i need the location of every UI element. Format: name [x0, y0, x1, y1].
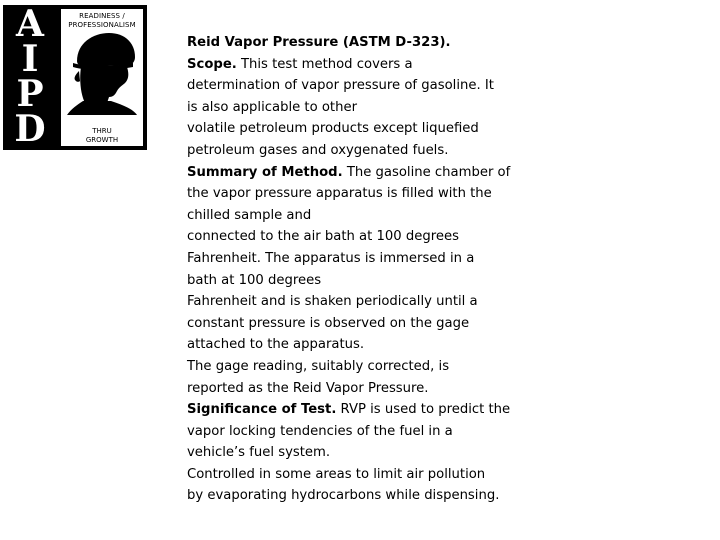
text-line: Controlled in some areas to limit air pollution: [187, 466, 486, 482]
scope-text: This test method covers a: [236, 56, 413, 72]
scope-heading: Scope.: [187, 56, 237, 72]
logo-letter: I: [21, 38, 39, 80]
logo-motto-line: GROWTH: [85, 136, 119, 144]
logo-letter: A: [16, 3, 44, 45]
document-title: Reid Vapor Pressure (ASTM D-323).: [187, 35, 451, 50]
logo-motto-line: PROFESSIONALISM: [68, 21, 136, 29]
text-line: attached to the apparatus.: [187, 337, 365, 353]
logo-motto-line: READINESS /: [79, 12, 125, 20]
text-line: connected to the air bath at 100 degrees: [187, 229, 459, 245]
text-line: The gage reading, suitably corrected, is: [187, 358, 450, 374]
document-body: [187, 32, 547, 507]
text-line: vapor locking tendencies of the fuel in a: [187, 423, 453, 439]
logo-emblem-panel: [61, 9, 143, 146]
text-line: vehicle’s fuel system.: [187, 445, 331, 461]
text-line: chilled sample and: [187, 207, 312, 223]
text-line: determination of vapor pressure of gasoline. It: [187, 78, 494, 94]
text-line: is also applicable to other: [187, 99, 357, 115]
significance-text: RVP is used to predict the: [336, 402, 511, 418]
summary-text: The gasoline chamber of: [342, 164, 511, 180]
text-line: [187, 162, 547, 184]
text-line: [187, 54, 547, 76]
text-line: [187, 399, 547, 421]
logo-motto-bottom: [61, 127, 143, 145]
logo-letter: P: [16, 73, 44, 115]
logo-motto-top: [61, 12, 143, 30]
text-line: Fahrenheit. The apparatus is immersed in a: [187, 250, 475, 266]
logo-letter: D: [14, 108, 46, 150]
summary-heading: Summary of Method.: [187, 164, 343, 180]
text-line: by evaporating hydrocarbons while dispensing.: [187, 488, 500, 504]
text-line: reported as the Reid Vapor Pressure.: [187, 380, 429, 396]
text-line: volatile petroleum products except liquefied: [187, 121, 479, 137]
soldier-helmet-icon: [67, 31, 139, 115]
text-line: the vapor pressure apparatus is filled with the: [187, 186, 492, 202]
text-line: petroleum gases and oxygenated fuels.: [187, 142, 449, 158]
significance-heading: Significance of Test.: [187, 402, 337, 418]
logo-motto-line: THRU: [92, 127, 112, 135]
logo-letters: [7, 3, 53, 150]
aipd-logo: [3, 5, 147, 150]
text-line: bath at 100 degrees: [187, 272, 322, 288]
text-line: constant pressure is observed on the gage: [187, 315, 470, 331]
text-line: Fahrenheit and is shaken periodically until a: [187, 294, 478, 310]
